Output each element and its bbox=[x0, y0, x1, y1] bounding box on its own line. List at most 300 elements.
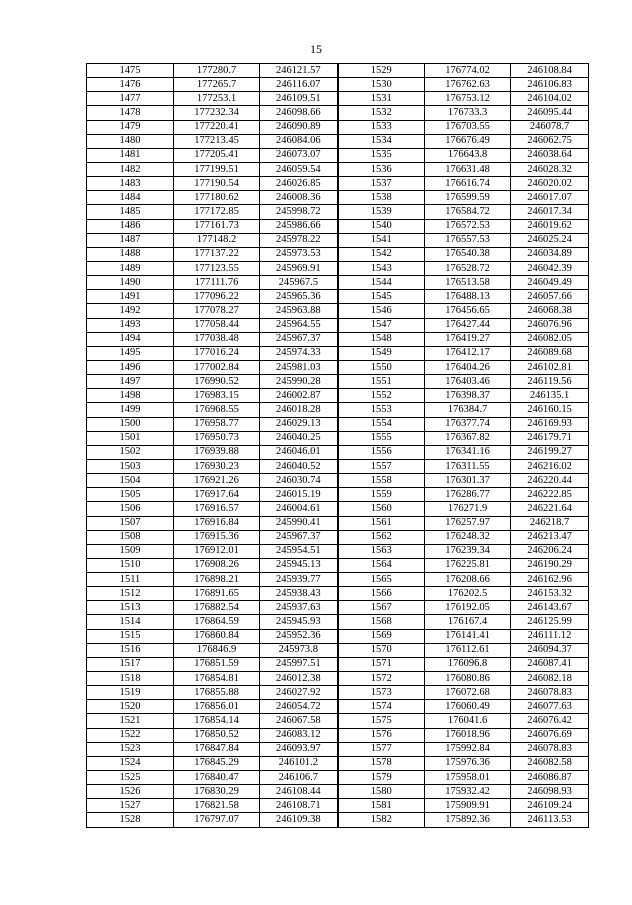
left-point-number-cell: 1521 bbox=[87, 714, 174, 728]
page-number: 15 bbox=[310, 42, 322, 56]
right-point-number-cell: 1545 bbox=[338, 290, 425, 304]
right-x-coordinate-cell: 176060.49 bbox=[425, 700, 511, 714]
left-y-coordinate-cell: 246008.36 bbox=[260, 191, 338, 205]
left-point-number-cell: 1514 bbox=[87, 615, 174, 629]
right-point-number-cell: 1535 bbox=[338, 148, 425, 162]
left-y-coordinate-cell: 245967.5 bbox=[260, 276, 338, 290]
right-y-coordinate-cell: 246220.44 bbox=[511, 474, 589, 488]
right-point-number-cell: 1546 bbox=[338, 304, 425, 318]
right-y-coordinate-cell: 246113.53 bbox=[511, 813, 589, 827]
left-point-number-cell: 1477 bbox=[87, 92, 174, 106]
right-y-coordinate-cell: 246153.32 bbox=[511, 587, 589, 601]
table-row bbox=[87, 700, 589, 714]
left-point-number-cell: 1526 bbox=[87, 785, 174, 799]
right-y-coordinate-cell: 246017.07 bbox=[511, 191, 589, 205]
left-point-number-cell: 1522 bbox=[87, 728, 174, 742]
table-row bbox=[87, 78, 589, 92]
right-point-number-cell: 1541 bbox=[338, 233, 425, 247]
left-point-number-cell: 1496 bbox=[87, 360, 174, 374]
left-point-number-cell: 1483 bbox=[87, 177, 174, 191]
right-y-coordinate-cell: 246162.96 bbox=[511, 573, 589, 587]
left-x-coordinate-cell: 177148.2 bbox=[174, 233, 260, 247]
right-point-number-cell: 1580 bbox=[338, 785, 425, 799]
right-y-coordinate-cell: 246213.47 bbox=[511, 530, 589, 544]
table-row bbox=[87, 417, 589, 431]
right-y-coordinate-cell: 246082.58 bbox=[511, 756, 589, 770]
right-x-coordinate-cell: 176631.48 bbox=[425, 162, 511, 176]
table-row bbox=[87, 445, 589, 459]
right-x-coordinate-cell: 175976.36 bbox=[425, 756, 511, 770]
right-y-coordinate-cell: 246089.68 bbox=[511, 346, 589, 360]
left-point-number-cell: 1517 bbox=[87, 657, 174, 671]
table-row bbox=[87, 162, 589, 176]
right-x-coordinate-cell: 176733.3 bbox=[425, 106, 511, 120]
left-x-coordinate-cell: 176915.36 bbox=[174, 530, 260, 544]
left-y-coordinate-cell: 246109.38 bbox=[260, 813, 338, 827]
left-point-number-cell: 1524 bbox=[87, 756, 174, 770]
right-point-number-cell: 1555 bbox=[338, 431, 425, 445]
left-x-coordinate-cell: 176854.81 bbox=[174, 672, 260, 686]
left-y-coordinate-cell: 246084.06 bbox=[260, 134, 338, 148]
left-x-coordinate-cell: 177253.1 bbox=[174, 92, 260, 106]
right-point-number-cell: 1579 bbox=[338, 771, 425, 785]
right-x-coordinate-cell: 176412.17 bbox=[425, 346, 511, 360]
right-point-number-cell: 1567 bbox=[338, 601, 425, 615]
right-point-number-cell: 1539 bbox=[338, 205, 425, 219]
left-x-coordinate-cell: 176939.88 bbox=[174, 445, 260, 459]
left-point-number-cell: 1476 bbox=[87, 78, 174, 92]
left-x-coordinate-cell: 176968.55 bbox=[174, 403, 260, 417]
right-y-coordinate-cell: 246094.37 bbox=[511, 643, 589, 657]
right-y-coordinate-cell: 246199.27 bbox=[511, 445, 589, 459]
left-y-coordinate-cell: 245954.51 bbox=[260, 544, 338, 558]
left-x-coordinate-cell: 176860.84 bbox=[174, 629, 260, 643]
table-row bbox=[87, 756, 589, 770]
right-y-coordinate-cell: 246076.69 bbox=[511, 728, 589, 742]
left-x-coordinate-cell: 177038.48 bbox=[174, 332, 260, 346]
table-row bbox=[87, 742, 589, 756]
right-point-number-cell: 1529 bbox=[338, 64, 425, 78]
left-x-coordinate-cell: 176990.52 bbox=[174, 375, 260, 389]
right-x-coordinate-cell: 175958.01 bbox=[425, 771, 511, 785]
left-x-coordinate-cell: 176930.23 bbox=[174, 459, 260, 473]
right-x-coordinate-cell: 176774.02 bbox=[425, 64, 511, 78]
right-x-coordinate-cell: 176167.4 bbox=[425, 615, 511, 629]
right-x-coordinate-cell: 175892.36 bbox=[425, 813, 511, 827]
left-y-coordinate-cell: 245986.66 bbox=[260, 219, 338, 233]
left-point-number-cell: 1508 bbox=[87, 530, 174, 544]
left-point-number-cell: 1509 bbox=[87, 544, 174, 558]
left-point-number-cell: 1493 bbox=[87, 318, 174, 332]
table-row bbox=[87, 601, 589, 615]
left-x-coordinate-cell: 177161.73 bbox=[174, 219, 260, 233]
left-point-number-cell: 1497 bbox=[87, 375, 174, 389]
right-point-number-cell: 1550 bbox=[338, 360, 425, 374]
right-y-coordinate-cell: 246095.44 bbox=[511, 106, 589, 120]
table-row bbox=[87, 813, 589, 827]
table-row bbox=[87, 516, 589, 530]
right-point-number-cell: 1564 bbox=[338, 558, 425, 572]
right-y-coordinate-cell: 246017.34 bbox=[511, 205, 589, 219]
left-point-number-cell: 1520 bbox=[87, 700, 174, 714]
left-x-coordinate-cell: 177123.55 bbox=[174, 261, 260, 275]
left-point-number-cell: 1488 bbox=[87, 247, 174, 261]
left-x-coordinate-cell: 176797.07 bbox=[174, 813, 260, 827]
table-row bbox=[87, 587, 589, 601]
left-point-number-cell: 1475 bbox=[87, 64, 174, 78]
table-row bbox=[87, 120, 589, 134]
right-y-coordinate-cell: 246206.24 bbox=[511, 544, 589, 558]
table-row bbox=[87, 332, 589, 346]
left-y-coordinate-cell: 246004.61 bbox=[260, 502, 338, 516]
right-x-coordinate-cell: 176599.59 bbox=[425, 191, 511, 205]
left-x-coordinate-cell: 176850.52 bbox=[174, 728, 260, 742]
left-y-coordinate-cell: 245963.88 bbox=[260, 304, 338, 318]
left-point-number-cell: 1506 bbox=[87, 502, 174, 516]
left-x-coordinate-cell: 177213.45 bbox=[174, 134, 260, 148]
table-row bbox=[87, 502, 589, 516]
left-x-coordinate-cell: 176846.9 bbox=[174, 643, 260, 657]
table-row bbox=[87, 643, 589, 657]
right-point-number-cell: 1561 bbox=[338, 516, 425, 530]
right-y-coordinate-cell: 246218.7 bbox=[511, 516, 589, 530]
left-x-coordinate-cell: 176983.15 bbox=[174, 389, 260, 403]
right-x-coordinate-cell: 176248.32 bbox=[425, 530, 511, 544]
left-point-number-cell: 1510 bbox=[87, 558, 174, 572]
table-row bbox=[87, 191, 589, 205]
right-y-coordinate-cell: 246082.18 bbox=[511, 672, 589, 686]
coordinates-table-body bbox=[87, 64, 589, 828]
table-row bbox=[87, 573, 589, 587]
right-x-coordinate-cell: 176271.9 bbox=[425, 502, 511, 516]
right-x-coordinate-cell: 176286.77 bbox=[425, 488, 511, 502]
right-point-number-cell: 1536 bbox=[338, 162, 425, 176]
right-y-coordinate-cell: 246221.64 bbox=[511, 502, 589, 516]
left-y-coordinate-cell: 246029.13 bbox=[260, 417, 338, 431]
right-x-coordinate-cell: 176367.82 bbox=[425, 431, 511, 445]
left-x-coordinate-cell: 177280.7 bbox=[174, 64, 260, 78]
left-y-coordinate-cell: 246121.57 bbox=[260, 64, 338, 78]
right-y-coordinate-cell: 246143.67 bbox=[511, 601, 589, 615]
left-x-coordinate-cell: 176864.59 bbox=[174, 615, 260, 629]
right-y-coordinate-cell: 246020.02 bbox=[511, 177, 589, 191]
left-y-coordinate-cell: 245967.37 bbox=[260, 530, 338, 544]
table-row bbox=[87, 318, 589, 332]
right-point-number-cell: 1569 bbox=[338, 629, 425, 643]
right-point-number-cell: 1558 bbox=[338, 474, 425, 488]
left-point-number-cell: 1516 bbox=[87, 643, 174, 657]
right-y-coordinate-cell: 246034.89 bbox=[511, 247, 589, 261]
right-x-coordinate-cell: 176018.96 bbox=[425, 728, 511, 742]
left-x-coordinate-cell: 176921.26 bbox=[174, 474, 260, 488]
right-x-coordinate-cell: 176676.49 bbox=[425, 134, 511, 148]
left-y-coordinate-cell: 246067.58 bbox=[260, 714, 338, 728]
table-row bbox=[87, 459, 589, 473]
right-point-number-cell: 1540 bbox=[338, 219, 425, 233]
table-row bbox=[87, 134, 589, 148]
table-row bbox=[87, 530, 589, 544]
right-y-coordinate-cell: 246086.87 bbox=[511, 771, 589, 785]
table-row bbox=[87, 728, 589, 742]
left-x-coordinate-cell: 177058.44 bbox=[174, 318, 260, 332]
left-point-number-cell: 1487 bbox=[87, 233, 174, 247]
left-x-coordinate-cell: 176898.21 bbox=[174, 573, 260, 587]
left-point-number-cell: 1504 bbox=[87, 474, 174, 488]
table-row bbox=[87, 233, 589, 247]
right-y-coordinate-cell: 246111.12 bbox=[511, 629, 589, 643]
right-x-coordinate-cell: 176398.37 bbox=[425, 389, 511, 403]
left-y-coordinate-cell: 245945.13 bbox=[260, 558, 338, 572]
left-point-number-cell: 1485 bbox=[87, 205, 174, 219]
left-y-coordinate-cell: 245939.77 bbox=[260, 573, 338, 587]
right-x-coordinate-cell: 176753.12 bbox=[425, 92, 511, 106]
right-y-coordinate-cell: 246160.15 bbox=[511, 403, 589, 417]
left-point-number-cell: 1495 bbox=[87, 346, 174, 360]
table-row bbox=[87, 672, 589, 686]
left-y-coordinate-cell: 245998.72 bbox=[260, 205, 338, 219]
right-y-coordinate-cell: 246078.83 bbox=[511, 742, 589, 756]
table-row bbox=[87, 219, 589, 233]
table-row bbox=[87, 290, 589, 304]
left-y-coordinate-cell: 246026.85 bbox=[260, 177, 338, 191]
right-point-number-cell: 1534 bbox=[338, 134, 425, 148]
left-point-number-cell: 1490 bbox=[87, 276, 174, 290]
left-x-coordinate-cell: 176855.88 bbox=[174, 686, 260, 700]
left-y-coordinate-cell: 246109.51 bbox=[260, 92, 338, 106]
right-x-coordinate-cell: 176301.37 bbox=[425, 474, 511, 488]
right-point-number-cell: 1562 bbox=[338, 530, 425, 544]
left-x-coordinate-cell: 177180.62 bbox=[174, 191, 260, 205]
right-x-coordinate-cell: 176377.74 bbox=[425, 417, 511, 431]
left-x-coordinate-cell: 176856.01 bbox=[174, 700, 260, 714]
table-row bbox=[87, 403, 589, 417]
right-x-coordinate-cell: 176080.86 bbox=[425, 672, 511, 686]
right-y-coordinate-cell: 246076.96 bbox=[511, 318, 589, 332]
left-point-number-cell: 1525 bbox=[87, 771, 174, 785]
right-point-number-cell: 1556 bbox=[338, 445, 425, 459]
left-y-coordinate-cell: 245973.8 bbox=[260, 643, 338, 657]
left-x-coordinate-cell: 176851.59 bbox=[174, 657, 260, 671]
right-point-number-cell: 1552 bbox=[338, 389, 425, 403]
left-point-number-cell: 1515 bbox=[87, 629, 174, 643]
left-x-coordinate-cell: 177232.34 bbox=[174, 106, 260, 120]
left-point-number-cell: 1501 bbox=[87, 431, 174, 445]
right-y-coordinate-cell: 246049.49 bbox=[511, 276, 589, 290]
right-point-number-cell: 1548 bbox=[338, 332, 425, 346]
right-point-number-cell: 1568 bbox=[338, 615, 425, 629]
left-y-coordinate-cell: 246040.52 bbox=[260, 459, 338, 473]
right-x-coordinate-cell: 176112.61 bbox=[425, 643, 511, 657]
right-x-coordinate-cell: 176384.7 bbox=[425, 403, 511, 417]
left-y-coordinate-cell: 245964.55 bbox=[260, 318, 338, 332]
right-point-number-cell: 1543 bbox=[338, 261, 425, 275]
right-point-number-cell: 1578 bbox=[338, 756, 425, 770]
right-point-number-cell: 1566 bbox=[338, 587, 425, 601]
left-y-coordinate-cell: 245967.37 bbox=[260, 332, 338, 346]
left-point-number-cell: 1491 bbox=[87, 290, 174, 304]
left-y-coordinate-cell: 246108.44 bbox=[260, 785, 338, 799]
right-y-coordinate-cell: 246077.63 bbox=[511, 700, 589, 714]
right-y-coordinate-cell: 246102.81 bbox=[511, 360, 589, 374]
right-point-number-cell: 1581 bbox=[338, 799, 425, 813]
right-y-coordinate-cell: 246179.71 bbox=[511, 431, 589, 445]
right-point-number-cell: 1575 bbox=[338, 714, 425, 728]
left-point-number-cell: 1478 bbox=[87, 106, 174, 120]
left-x-coordinate-cell: 176912.01 bbox=[174, 544, 260, 558]
right-x-coordinate-cell: 176239.34 bbox=[425, 544, 511, 558]
left-y-coordinate-cell: 246106.7 bbox=[260, 771, 338, 785]
right-x-coordinate-cell: 176528.72 bbox=[425, 261, 511, 275]
left-x-coordinate-cell: 176916.57 bbox=[174, 502, 260, 516]
right-point-number-cell: 1571 bbox=[338, 657, 425, 671]
left-y-coordinate-cell: 246083.12 bbox=[260, 728, 338, 742]
left-point-number-cell: 1512 bbox=[87, 587, 174, 601]
right-point-number-cell: 1563 bbox=[338, 544, 425, 558]
table-row bbox=[87, 615, 589, 629]
left-y-coordinate-cell: 245997.51 bbox=[260, 657, 338, 671]
left-x-coordinate-cell: 176882.54 bbox=[174, 601, 260, 615]
right-x-coordinate-cell: 176341.16 bbox=[425, 445, 511, 459]
right-x-coordinate-cell: 176456.65 bbox=[425, 304, 511, 318]
right-x-coordinate-cell: 176572.53 bbox=[425, 219, 511, 233]
right-point-number-cell: 1560 bbox=[338, 502, 425, 516]
right-point-number-cell: 1553 bbox=[338, 403, 425, 417]
right-x-coordinate-cell: 176141.41 bbox=[425, 629, 511, 643]
right-x-coordinate-cell: 176419.27 bbox=[425, 332, 511, 346]
right-x-coordinate-cell: 175992.84 bbox=[425, 742, 511, 756]
right-y-coordinate-cell: 246019.62 bbox=[511, 219, 589, 233]
right-x-coordinate-cell: 176202.5 bbox=[425, 587, 511, 601]
right-x-coordinate-cell: 176225.81 bbox=[425, 558, 511, 572]
left-point-number-cell: 1500 bbox=[87, 417, 174, 431]
right-x-coordinate-cell: 176513.58 bbox=[425, 276, 511, 290]
right-x-coordinate-cell: 176762.63 bbox=[425, 78, 511, 92]
right-y-coordinate-cell: 246078.7 bbox=[511, 120, 589, 134]
left-y-coordinate-cell: 245974.33 bbox=[260, 346, 338, 360]
right-y-coordinate-cell: 246109.24 bbox=[511, 799, 589, 813]
left-y-coordinate-cell: 245952.36 bbox=[260, 629, 338, 643]
left-y-coordinate-cell: 246090.89 bbox=[260, 120, 338, 134]
table-row bbox=[87, 558, 589, 572]
left-point-number-cell: 1482 bbox=[87, 162, 174, 176]
right-y-coordinate-cell: 246038.64 bbox=[511, 148, 589, 162]
table-row bbox=[87, 474, 589, 488]
left-y-coordinate-cell: 246015.19 bbox=[260, 488, 338, 502]
right-y-coordinate-cell: 246125.99 bbox=[511, 615, 589, 629]
left-x-coordinate-cell: 177016.24 bbox=[174, 346, 260, 360]
table-row bbox=[87, 799, 589, 813]
left-point-number-cell: 1486 bbox=[87, 219, 174, 233]
left-x-coordinate-cell: 177137.22 bbox=[174, 247, 260, 261]
right-point-number-cell: 1538 bbox=[338, 191, 425, 205]
right-y-coordinate-cell: 246062.75 bbox=[511, 134, 589, 148]
right-y-coordinate-cell: 246216.02 bbox=[511, 459, 589, 473]
right-y-coordinate-cell: 246104.02 bbox=[511, 92, 589, 106]
left-x-coordinate-cell: 176908.26 bbox=[174, 558, 260, 572]
left-x-coordinate-cell: 176845.29 bbox=[174, 756, 260, 770]
right-point-number-cell: 1565 bbox=[338, 573, 425, 587]
table-row bbox=[87, 148, 589, 162]
left-point-number-cell: 1511 bbox=[87, 573, 174, 587]
left-point-number-cell: 1502 bbox=[87, 445, 174, 459]
table-row bbox=[87, 657, 589, 671]
left-point-number-cell: 1489 bbox=[87, 261, 174, 275]
left-y-coordinate-cell: 246027.92 bbox=[260, 686, 338, 700]
left-x-coordinate-cell: 177220.41 bbox=[174, 120, 260, 134]
right-x-coordinate-cell: 175932.42 bbox=[425, 785, 511, 799]
right-x-coordinate-cell: 176072.68 bbox=[425, 686, 511, 700]
left-y-coordinate-cell: 245938.43 bbox=[260, 587, 338, 601]
table-row bbox=[87, 261, 589, 275]
table-row bbox=[87, 64, 589, 78]
right-x-coordinate-cell: 176488.13 bbox=[425, 290, 511, 304]
right-x-coordinate-cell: 176311.55 bbox=[425, 459, 511, 473]
left-x-coordinate-cell: 176830.29 bbox=[174, 785, 260, 799]
right-y-coordinate-cell: 246068.38 bbox=[511, 304, 589, 318]
right-y-coordinate-cell: 246119.56 bbox=[511, 375, 589, 389]
right-y-coordinate-cell: 246108.84 bbox=[511, 64, 589, 78]
table-row bbox=[87, 360, 589, 374]
left-y-coordinate-cell: 246108.71 bbox=[260, 799, 338, 813]
table-row bbox=[87, 346, 589, 360]
right-point-number-cell: 1530 bbox=[338, 78, 425, 92]
left-x-coordinate-cell: 177078.27 bbox=[174, 304, 260, 318]
left-x-coordinate-cell: 176854.14 bbox=[174, 714, 260, 728]
right-x-coordinate-cell: 176403.46 bbox=[425, 375, 511, 389]
table-row bbox=[87, 488, 589, 502]
coordinates-table bbox=[86, 63, 589, 828]
right-point-number-cell: 1576 bbox=[338, 728, 425, 742]
table-row bbox=[87, 431, 589, 445]
right-point-number-cell: 1531 bbox=[338, 92, 425, 106]
left-x-coordinate-cell: 177199.51 bbox=[174, 162, 260, 176]
right-y-coordinate-cell: 246106.83 bbox=[511, 78, 589, 92]
table-row bbox=[87, 375, 589, 389]
right-y-coordinate-cell: 246082.05 bbox=[511, 332, 589, 346]
left-x-coordinate-cell: 176840.47 bbox=[174, 771, 260, 785]
table-row bbox=[87, 276, 589, 290]
right-point-number-cell: 1577 bbox=[338, 742, 425, 756]
left-y-coordinate-cell: 246116.07 bbox=[260, 78, 338, 92]
left-y-coordinate-cell: 246046.01 bbox=[260, 445, 338, 459]
left-y-coordinate-cell: 246002.87 bbox=[260, 389, 338, 403]
left-x-coordinate-cell: 177190.54 bbox=[174, 177, 260, 191]
left-y-coordinate-cell: 246018.28 bbox=[260, 403, 338, 417]
right-y-coordinate-cell: 246169.93 bbox=[511, 417, 589, 431]
left-point-number-cell: 1513 bbox=[87, 601, 174, 615]
left-point-number-cell: 1484 bbox=[87, 191, 174, 205]
right-x-coordinate-cell: 176643.8 bbox=[425, 148, 511, 162]
right-y-coordinate-cell: 246076.42 bbox=[511, 714, 589, 728]
left-x-coordinate-cell: 177265.7 bbox=[174, 78, 260, 92]
right-y-coordinate-cell: 246042.39 bbox=[511, 261, 589, 275]
right-y-coordinate-cell: 246028.32 bbox=[511, 162, 589, 176]
left-y-coordinate-cell: 245981.03 bbox=[260, 360, 338, 374]
right-point-number-cell: 1547 bbox=[338, 318, 425, 332]
table-row bbox=[87, 106, 589, 120]
right-point-number-cell: 1532 bbox=[338, 106, 425, 120]
right-point-number-cell: 1570 bbox=[338, 643, 425, 657]
table-row bbox=[87, 714, 589, 728]
right-x-coordinate-cell: 176703.55 bbox=[425, 120, 511, 134]
right-point-number-cell: 1557 bbox=[338, 459, 425, 473]
left-point-number-cell: 1492 bbox=[87, 304, 174, 318]
right-y-coordinate-cell: 246025.24 bbox=[511, 233, 589, 247]
table-row bbox=[87, 247, 589, 261]
table-row bbox=[87, 92, 589, 106]
left-y-coordinate-cell: 245937.63 bbox=[260, 601, 338, 615]
right-x-coordinate-cell: 176427.44 bbox=[425, 318, 511, 332]
